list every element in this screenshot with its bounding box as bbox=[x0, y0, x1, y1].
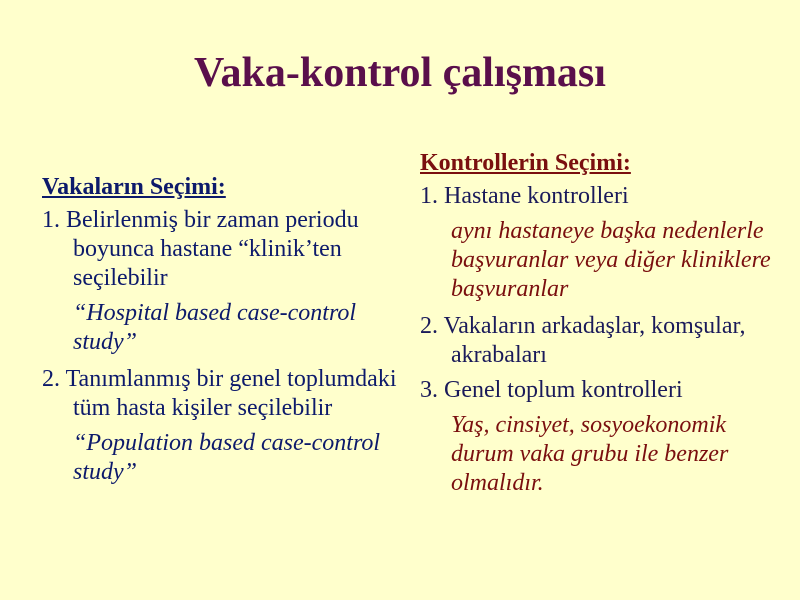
slide-title: Vaka-kontrol çalışması bbox=[194, 50, 606, 96]
left-column bbox=[42, 172, 402, 495]
right-column bbox=[420, 148, 790, 506]
cases-heading: Vakaların Seçimi: bbox=[42, 174, 226, 200]
controls-note-1: aynı hastaneye başka nedenlerle başvuranlar veya diğer kliniklere başvuranlar bbox=[451, 218, 771, 302]
cases-item-2: 2. Tanımlanmış bir genel toplumdaki tüm hasta kişiler seçilebilir bbox=[42, 366, 397, 421]
cases-note-1: “Hospital based case-control study” bbox=[73, 300, 357, 355]
controls-item-1: 1. Hastane kontrolleri bbox=[420, 183, 629, 209]
controls-note-3: Yaş, cinsiyet, sosyoekonomik durum vaka grubu ile benzer olmalıdır. bbox=[451, 412, 729, 496]
controls-heading: Kontrollerin Seçimi: bbox=[420, 150, 631, 176]
controls-item-2: 2. Vakaların arkadaşlar, komşular, akrabaları bbox=[420, 313, 746, 368]
cases-note-2: “Population based case-control study” bbox=[73, 430, 381, 485]
controls-item-3: 3. Genel toplum kontrolleri bbox=[420, 377, 683, 403]
cases-item-1: 1. Belirlenmiş bir zaman periodu boyunca hastane “klinik’ten seçilebilir bbox=[42, 207, 359, 291]
